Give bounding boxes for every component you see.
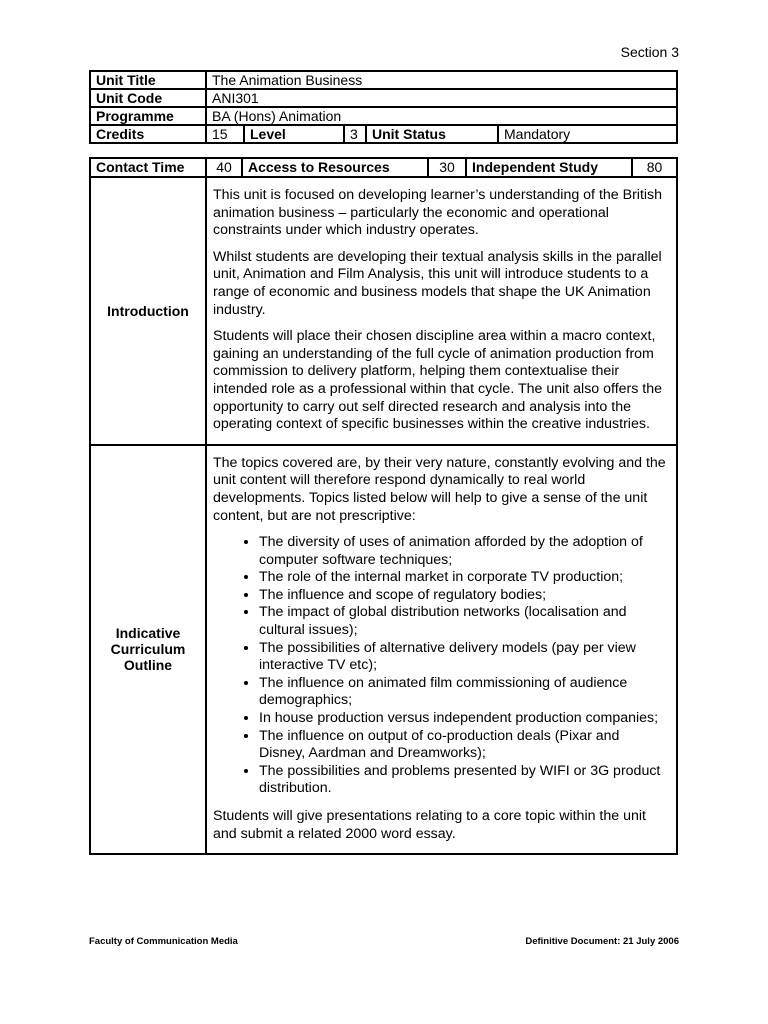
unit-status-value: Mandatory bbox=[498, 125, 677, 143]
unit-code-label: Unit Code bbox=[90, 89, 206, 107]
list-item: • In house production versus independent production companies; bbox=[259, 710, 669, 728]
list-item: • The influence and scope of regulatory bodies; bbox=[259, 587, 669, 605]
footer-document-date: Definitive Document: 21 July 2006 bbox=[525, 936, 679, 947]
unit-details-table bbox=[89, 70, 678, 144]
programme-label: Programme bbox=[90, 107, 206, 125]
introduction-body bbox=[206, 177, 677, 445]
list-item: • The diversity of uses of animation afforded by the adoption of computer software techniques; bbox=[259, 534, 669, 569]
introduction-label: Introduction bbox=[90, 177, 206, 445]
curriculum-label-text: Indicative Curriculum Outline bbox=[110, 625, 186, 674]
programme-value: BA (Hons) Animation bbox=[206, 107, 677, 125]
curriculum-intro: The topics covered are, by their very nature, constantly evolving and the unit content will therefore respond dynamically to real world developments. Topics listed below will help to give a sense of the unit content, but are not prescriptive: bbox=[213, 454, 666, 524]
unit-title-row bbox=[90, 71, 677, 89]
access-label: Access to Resources bbox=[242, 158, 428, 177]
curriculum-body bbox=[206, 445, 677, 854]
level-label: Level bbox=[244, 125, 344, 143]
unit-title-label: Unit Title bbox=[90, 71, 206, 89]
contact-row bbox=[90, 158, 677, 177]
introduction-row bbox=[90, 177, 677, 445]
list-item: • The influence on output of co-production deals (Pixar and Disney, Aardman and Dreamworks); bbox=[259, 728, 669, 763]
credits-row bbox=[90, 125, 677, 143]
list-item: • The influence on animated film commissioning of audience demographics; bbox=[259, 675, 669, 710]
introduction-paragraph: Students will place their chosen discipline area within a macro context, gaining an understanding of the full cycle of animation production from commission to delivery platform, helping them contextualise their intended role as a professional within that cycle. The unit also offers the opportunity to carry out self directed research and analysis into the operating context of specific businesses within the creative industries. bbox=[213, 328, 663, 433]
list-item: • The impact of global distribution networks (localisation and cultural issues); bbox=[259, 604, 669, 639]
unit-status-label: Unit Status bbox=[366, 125, 498, 143]
unit-title-value: The Animation Business bbox=[206, 71, 677, 89]
footer-faculty: Faculty of Communication Media bbox=[89, 936, 238, 947]
introduction-paragraph: This unit is focused on developing learner’s understanding of the British animation business – particularly the economic and operational constraints under which industry operates. bbox=[213, 187, 663, 239]
list-item: • The role of the internal market in corporate TV production; bbox=[259, 569, 669, 587]
credits-value: 15 bbox=[206, 125, 244, 143]
level-value: 3 bbox=[344, 125, 366, 143]
access-value: 30 bbox=[428, 158, 466, 177]
contact-time-label: Contact Time bbox=[90, 158, 206, 177]
contact-time-value: 40 bbox=[206, 158, 242, 177]
list-item: • The possibilities of alternative delivery models (pay per view interactive TV etc); bbox=[259, 640, 669, 675]
programme-row bbox=[90, 107, 677, 125]
contact-table bbox=[89, 157, 678, 855]
list-item: • The possibilities and problems presented by WIFI or 3G product distribution. bbox=[259, 763, 669, 798]
curriculum-closing: Students will give presentations relating to a core topic within the unit and submit a related 2000 word essay. bbox=[213, 808, 646, 842]
curriculum-list bbox=[213, 534, 669, 798]
independent-study-value: 80 bbox=[632, 158, 677, 177]
credits-label: Credits bbox=[90, 125, 206, 143]
section-label: Section 3 bbox=[620, 44, 679, 60]
curriculum-row bbox=[90, 445, 677, 854]
unit-code-value: ANI301 bbox=[206, 89, 677, 107]
introduction-paragraph: Whilst students are developing their textual analysis skills in the parallel unit, Animation and Film Analysis, this unit will introduce students to a range of economic and business models that shape the UK Animation industry. bbox=[213, 248, 662, 318]
independent-study-label: Independent Study bbox=[466, 158, 632, 177]
curriculum-label bbox=[90, 445, 206, 854]
unit-code-row bbox=[90, 89, 677, 107]
